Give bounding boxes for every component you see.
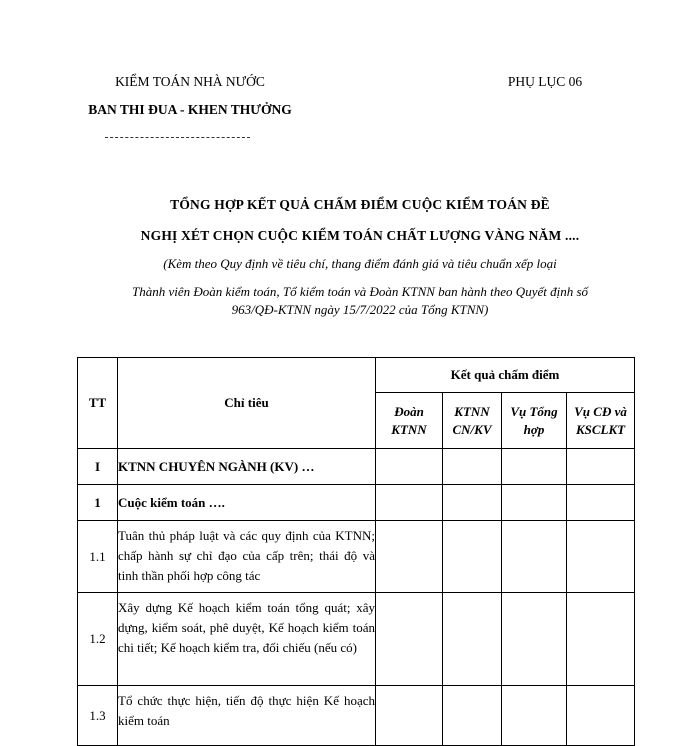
- score-cell: [443, 521, 502, 593]
- score-cell: [443, 593, 502, 686]
- score-cell: [376, 485, 443, 521]
- score-cell: [567, 521, 635, 593]
- org-department: BAN THI ĐUA - KHEN THƯỞNG: [88, 102, 292, 117]
- document-title-line2: NGHỊ XÉT CHỌN CUỘC KIỂM TOÁN CHẤT LƯỢNG VÀNG NĂM ....: [140, 228, 580, 243]
- header-criteria: Chỉ tiêu: [118, 358, 376, 449]
- score-cell: [376, 449, 443, 485]
- row-tt: I: [78, 449, 118, 485]
- score-cell: [502, 593, 567, 686]
- scoring-table: [77, 357, 635, 746]
- row-criteria: Tuân thủ pháp luật và các quy định của KTNN; chấp hành sự chỉ đạo của cấp trên; thái độ và tinh thần phối hợp công tác: [118, 521, 376, 593]
- score-cell: [567, 485, 635, 521]
- row-tt: 1: [78, 485, 118, 521]
- header-vu-tong-hop: Vụ Tổng hợp: [502, 393, 567, 449]
- score-cell: [567, 593, 635, 686]
- score-cell: [502, 686, 567, 746]
- score-cell: [443, 449, 502, 485]
- document-note-line2: Thành viên Đoàn kiểm toán, Tổ kiểm toán và Đoàn KTNN ban hành theo Quyết định số: [131, 284, 589, 299]
- table-row: [78, 686, 635, 746]
- header-vu-cd-ksclkt: Vụ CĐ và KSCLKT: [567, 393, 635, 449]
- header-divider: [105, 137, 250, 138]
- score-cell: [443, 485, 502, 521]
- score-cell: [376, 521, 443, 593]
- score-cell: [567, 449, 635, 485]
- header-result: Kết quả chấm điểm: [376, 358, 635, 393]
- row-criteria: Cuộc kiểm toán ….: [118, 485, 376, 521]
- score-cell: [502, 449, 567, 485]
- row-tt: 1.1: [78, 521, 118, 593]
- score-cell: [502, 521, 567, 593]
- document-note-line3: 963/QĐ-KTNN ngày 15/7/2022 của Tổng KTNN): [231, 302, 489, 317]
- header-ktnn-cn-kv: KTNN CN/KV: [443, 393, 502, 449]
- row-tt: 1.3: [78, 686, 118, 746]
- table-row: [78, 593, 635, 686]
- row-criteria: KTNN CHUYÊN NGÀNH (KV) …: [118, 449, 376, 485]
- score-cell: [443, 686, 502, 746]
- header-tt: TT: [78, 358, 118, 449]
- org-name: KIỂM TOÁN NHÀ NƯỚC: [115, 74, 265, 89]
- row-criteria: Xây dựng Kế hoạch kiểm toán tổng quát; xây dựng, kiểm soát, phê duyệt, Kế hoạch kiểm toán chi tiết; Kế hoạch kiểm tra, đối chiếu (nếu có): [118, 593, 376, 686]
- table-row: [78, 485, 635, 521]
- document-title-line1: TỔNG HỢP KẾT QUẢ CHẤM ĐIỂM CUỘC KIỂM TOÁN ĐỀ: [170, 197, 550, 212]
- score-cell: [502, 485, 567, 521]
- score-cell: [376, 686, 443, 746]
- score-cell: [567, 686, 635, 746]
- table-row: [78, 521, 635, 593]
- header-doan-ktnn: Đoàn KTNN: [376, 393, 443, 449]
- appendix-label: PHỤ LỤC 06: [507, 74, 583, 89]
- score-cell: [376, 593, 443, 686]
- row-tt: 1.2: [78, 593, 118, 686]
- document-note-line1: (Kèm theo Quy định về tiêu chí, thang điểm đánh giá và tiêu chuẩn xếp loại: [163, 256, 557, 271]
- table-row: [78, 449, 635, 485]
- row-criteria: Tổ chức thực hiện, tiến độ thực hiện Kế hoạch kiểm toán: [118, 686, 376, 746]
